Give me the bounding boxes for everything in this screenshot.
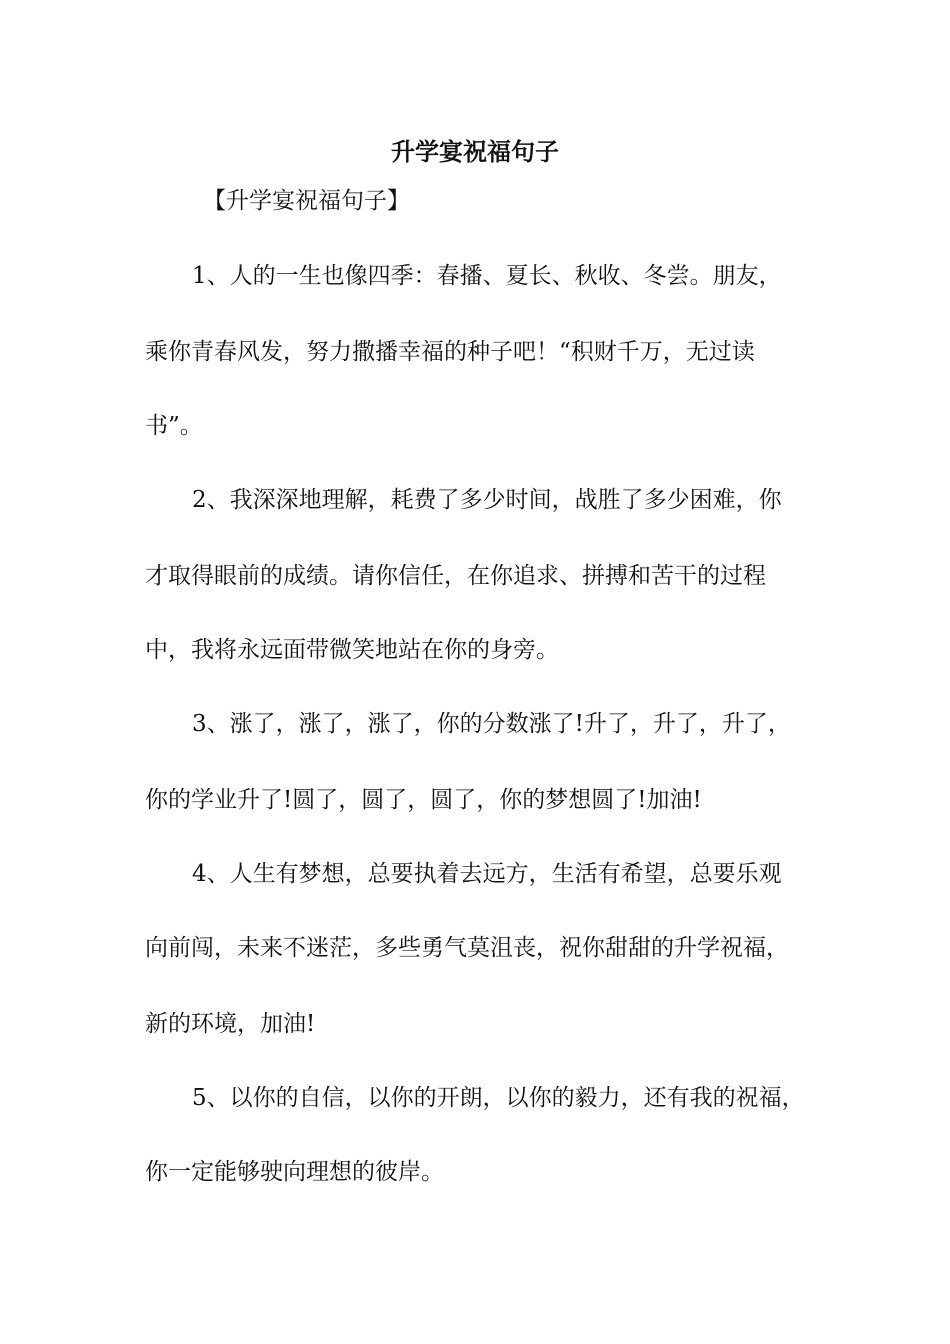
paragraph-5-line-2: 你一定能够驶向理想的彼岸。 — [145, 1159, 444, 1185]
paragraph-1-line-2: 乘你青春风发，努力撒播幸福的种子吧！“积财千万，无过读 — [145, 339, 755, 365]
document-subheading: 【升学宴祝福句子】 — [203, 188, 410, 214]
paragraph-4-line-3: 新的环境，加油! — [145, 1011, 316, 1037]
paragraph-2-line-2: 才取得眼前的成绩。请你信任，在你追求、拼搏和苦干的过程 — [145, 563, 766, 589]
paragraph-1-line-3: 书”。 — [145, 413, 203, 439]
paragraph-2-line-3: 中，我将永远面带微笑地站在你的身旁。 — [145, 637, 559, 663]
paragraph-5-line-1: 5、以你的自信，以你的开朗，以你的毅力，还有我的祝福， — [192, 1085, 805, 1111]
paragraph-4-line-1: 4、人生有梦想，总要执着去远方，生活有希望，总要乐观 — [192, 861, 782, 887]
paragraph-4-line-2: 向前闯，未来不迷茫，多些勇气莫沮丧，祝你甜甜的升学祝福， — [145, 935, 789, 961]
paragraph-1-line-1: 1、人的一生也像四季：春播、夏长、秋收、冬尝。朋友， — [192, 263, 782, 289]
paragraph-3-line-1: 3、涨了，涨了，涨了，你的分数涨了!升了，升了，升了， — [192, 711, 791, 737]
paragraph-3-line-2: 你的学业升了!圆了，圆了，圆了，你的梦想圆了!加油! — [145, 787, 702, 813]
document-title: 升学宴祝福句子 — [391, 137, 559, 166]
paragraph-2-line-1: 2、我深深地理解，耗费了多少时间，战胜了多少困难，你 — [192, 487, 782, 513]
